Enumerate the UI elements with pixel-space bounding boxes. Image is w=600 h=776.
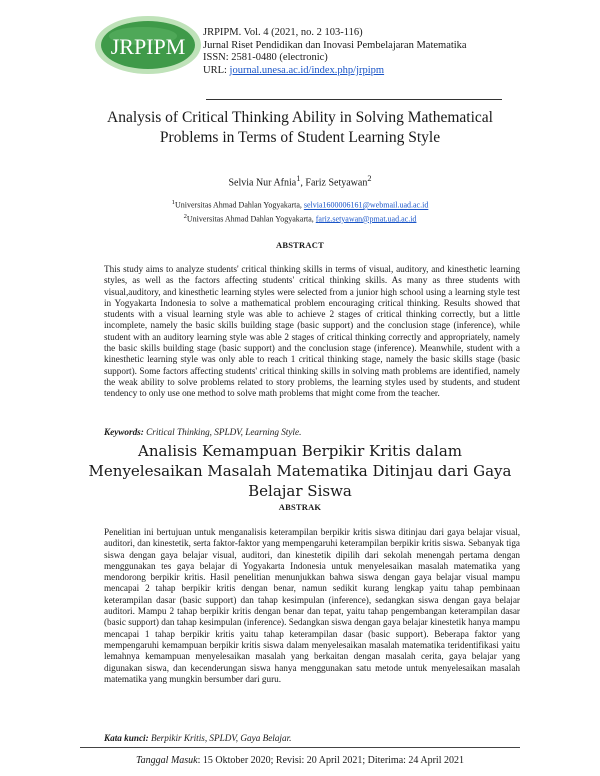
- keywords-label: Keywords:: [104, 427, 144, 437]
- affiliation-1-sup: 1: [171, 199, 175, 206]
- kata-kunci-label: Kata kunci:: [104, 733, 149, 743]
- dates-value: : 15 Oktober 2020; Revisi: 20 April 2021; Diterima: 24 April 2021: [197, 755, 464, 766]
- keywords: [104, 427, 520, 437]
- affiliation-2-sup: 2: [183, 212, 187, 220]
- abstrak-body: Penelitian ini bertujuan untuk menganalisis keterampilan berpikir kritis siswa ditinjau dari gaya belajar visual, auditori, dan kinestetik, serta faktor-faktor yang mempengaruhi keterampilan berpikir kritis siswa. Sebanyak tiga siswa dengan gaya belajar visual, auditori, dan kinestetik dipilih dari sekolah menengah pertama dengan menggunakan tes gaya belajar di Yogyakarta Indonesia untuk menyelesaikan masalah matematika yang mendorong berpikir kritis. Hasil penelitian menunjukkan bahwa siswa dengan gaya belajar visual mampu mencapai 2 tahap berpikir kritis dengan benar, namun sedikit kurang lengkap yaitu tahap pembinaan keterampilan dasar (basic support) dan tahap kesimpulan (inference), sedangkan siswa dengan gaya belajar auditori. Mampu 2 tahap berpikir kritis dengan benar dan tepat, yaitu tahap pengembangan keterampilan dasar (basic support) dan tahap kesimpulan (inference). Sedangkan siswa dengan gaya belajar kinestetik hanya mampu mencapai 1 tahap berpikir kritis yaitu tahap keterampilan dasar (basic support). Beberapa faktor yang mempengaruhi kemampuan berpikir kritis siswa dalam menyelesaikan masalah matematika teridentifikasi yaitu lemahnya kemampuan menyelesaikan masalah yang berkaitan dengan masalah cerita, gaya belajar yang digunakan siswa, dan kecenderungan siswa hanya menggunakan satu metode untuk menyelesaikan masalah matematika yang mungkin bersumber dari guru.: [104, 527, 520, 684]
- journal-logo: [93, 14, 203, 76]
- citation: JRPIPM. Vol. 4 (2021, no. 2 103-116): [203, 27, 363, 38]
- author-separator: ,: [300, 177, 306, 189]
- affiliation-2-text: Universitas Ahmad Dahlan Yogyakarta,: [186, 214, 316, 224]
- url-label: URL:: [203, 64, 230, 76]
- paper-title-id: Analisis Kemampuan Berpikir Kritis dalam Menyelesaikan Masalah Matematika Ditinjau dari Gaya Belajar Siswa: [88, 442, 512, 500]
- paper-title-en: Analysis of Critical Thinking Ability in Solving Mathematical Problems in Terms of Student Learning Style: [107, 109, 493, 146]
- issn: ISSN: 2581-0480 (electronic): [203, 52, 328, 64]
- affiliation-1-text: Universitas Ahmad Dahlan Yogyakarta,: [175, 200, 304, 210]
- footer-divider: [80, 747, 520, 748]
- masuk-label: Tanggal Masuk: [136, 755, 198, 766]
- journal-info: [203, 27, 467, 77]
- header-divider: [206, 99, 502, 100]
- author-1: Selvia Nur Afnia: [228, 177, 297, 189]
- submission-dates: [80, 755, 520, 766]
- author-2: Fariz Setyawan: [305, 177, 368, 189]
- author-1-sup: 1: [296, 174, 301, 183]
- author-2-sup: 2: [367, 174, 372, 183]
- url-line: [203, 65, 467, 78]
- affiliation-1-email-link[interactable]: selvia1600006161@webmail.uad.ac.id: [303, 200, 429, 210]
- abstract-body: This study aims to analyze students' critical thinking skills in terms of visual, auditory, and kinesthetic learning styles, as well as the factors affecting students' critical thinking skills. As many as three students with visual,auditory, and kinesthetic learning styles were selected from a junior high school using a learning style test in Yogyakarta Indonesia to solve a mathematical problem encouraging critical thinking. Results showed that students with a visual learning style was able to achieve 2 stages of critical thinking correctly, but a little incomplete, namely the basic skills building stage (basic support) and the conclusion stage (inference), while student with an auditory learning style was able 2 stages of critical thinking correctly and appropriately, namely the basic skills building stage (basic support) and the conclusion stage (inference). Meanwhile, student with a kinesthetic learning style was only able to reach 1 critical thinking stage, namely the basic skills stage (basic support). Some factors affecting students' critical thinking skills in solving math problems are identified, namely the weak ability to solve problems related to story problems, the learning styles used by students, and student tendency to only use one method to solve math problems that might come from the teacher.: [104, 264, 520, 399]
- keywords-value: Critical Thinking, SPLDV, Learning Style.: [143, 427, 302, 437]
- journal-name: Jurnal Riset Pendidikan dan Inovasi Pembelajaran Matematika: [203, 39, 467, 51]
- logo-text: JRPIPM: [110, 34, 186, 59]
- authors: [80, 174, 520, 188]
- affiliation-1: [80, 197, 520, 211]
- affiliation-2: [80, 211, 520, 225]
- kata-kunci: [104, 733, 520, 743]
- journal-url-link[interactable]: journal.unesa.ac.id/index.php/jrpipm: [229, 64, 385, 76]
- affiliation-2-email-link[interactable]: fariz.setyawan@pmat.uad.ac.id: [315, 214, 417, 224]
- abstract-heading: ABSTRACT: [276, 240, 324, 250]
- affiliations: [80, 197, 520, 224]
- abstrak-heading: ABSTRAK: [278, 502, 322, 512]
- kata-kunci-value: Berpikir Kritis, SPLDV, Gaya Belajar.: [148, 733, 292, 743]
